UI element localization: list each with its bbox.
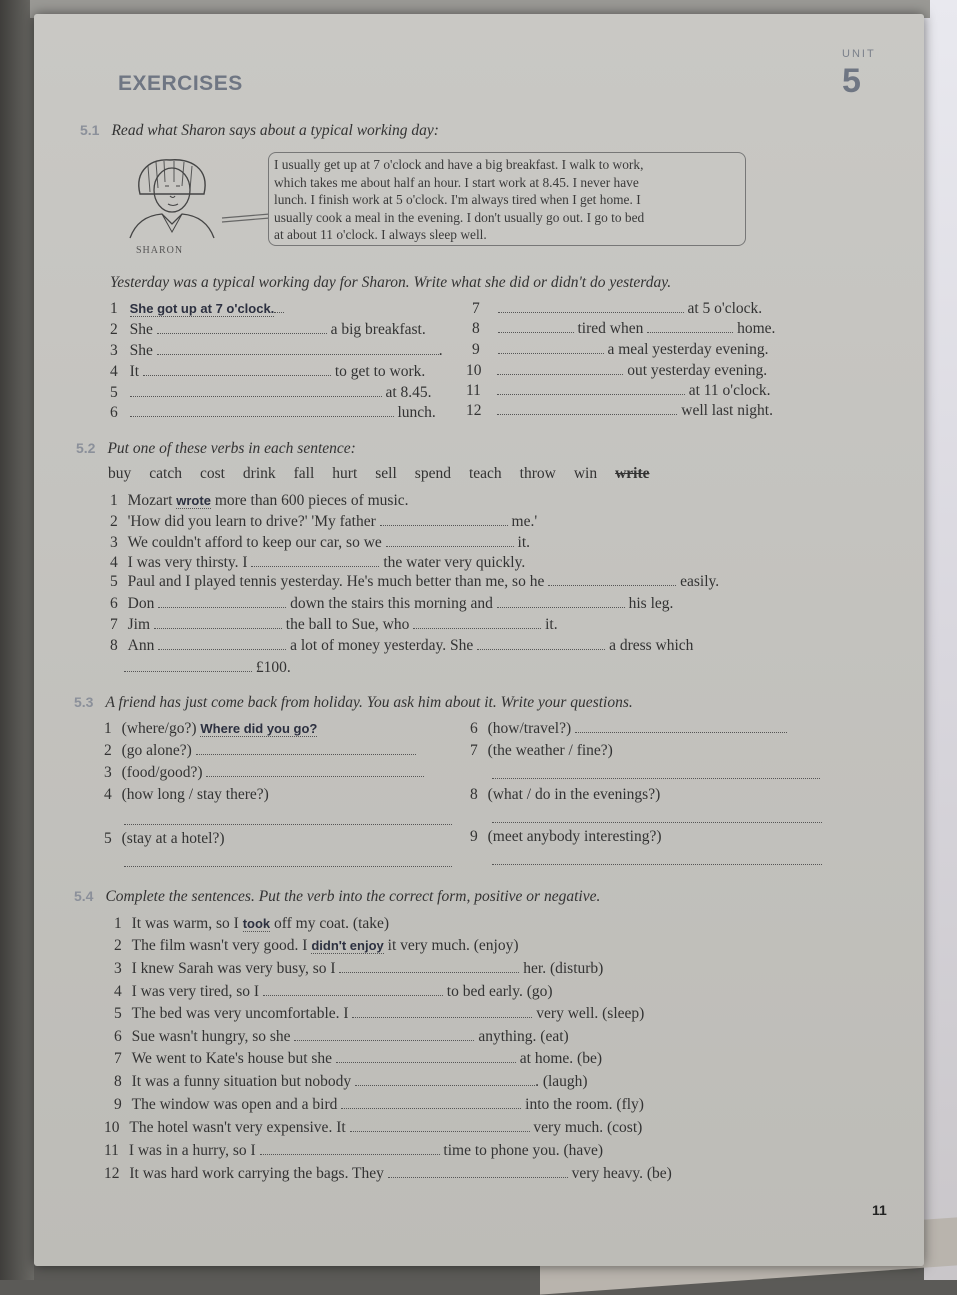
item-text: The film wasn't very good. I xyxy=(131,937,308,954)
item-text: the water very quickly. xyxy=(383,554,526,571)
verb-item: cost xyxy=(199,465,225,482)
question-item xyxy=(104,742,416,760)
exercise-item xyxy=(110,637,693,655)
item-text: It was warm, so I xyxy=(131,915,239,932)
item-number: 5 xyxy=(114,1005,122,1022)
verb-item: catch xyxy=(149,465,182,482)
item-text: I was very thirsty. I xyxy=(127,554,248,571)
quote-line: usually cook a meal in the evening. I don't usually go out. I go to bed xyxy=(274,209,645,225)
item-text: It was a funny situation but nobody xyxy=(131,1073,352,1090)
answer-blank[interactable] xyxy=(497,402,677,415)
answer-blank[interactable] xyxy=(498,320,574,333)
item-text: at 5 o'clock. xyxy=(687,300,763,317)
exercise-item xyxy=(114,1050,602,1068)
exercise-item xyxy=(110,300,284,318)
exercise-item xyxy=(472,341,768,359)
item-number: 1 xyxy=(110,492,118,509)
exercise-item xyxy=(104,1119,642,1137)
item-text: Sue wasn't hungry, so she xyxy=(131,1028,291,1045)
question-item xyxy=(104,786,269,804)
exercise-item xyxy=(472,320,775,338)
item-number: 8 xyxy=(110,637,118,654)
item-number: 4 xyxy=(110,363,118,380)
answer-blank[interactable] xyxy=(413,616,541,629)
item-text: me.' xyxy=(511,513,538,530)
answer-blank[interactable] xyxy=(575,720,787,733)
exercise-number: 5.4 xyxy=(74,888,94,904)
page-number: 11 xyxy=(872,1202,887,1218)
answer-blank[interactable] xyxy=(260,1142,440,1155)
item-text: I was in a hurry, so I xyxy=(128,1142,256,1159)
item-text: a lot of money yesterday. She xyxy=(290,637,474,654)
exercise-5-4-header xyxy=(74,888,600,906)
item-text: The hotel wasn't very expensive. It xyxy=(129,1119,346,1136)
answer-blank[interactable] xyxy=(158,595,286,608)
verb-item: win xyxy=(573,465,598,482)
item-text: to bed early. (go) xyxy=(446,983,553,1000)
item-text: very well. (sleep) xyxy=(536,1005,645,1022)
exercise-item xyxy=(114,983,553,1001)
exercise-item xyxy=(114,937,519,955)
answer-blank[interactable] xyxy=(350,1119,530,1132)
answer-blank[interactable] xyxy=(355,1073,535,1086)
answer-blank[interactable] xyxy=(647,320,733,333)
item-text: home. xyxy=(737,320,776,337)
exercise-item xyxy=(104,1142,603,1160)
item-text: 'How did you learn to drive?' 'My father xyxy=(127,513,376,530)
verb-item: spend xyxy=(414,465,451,482)
answer-blank[interactable] xyxy=(206,764,424,777)
item-text: lunch. xyxy=(397,404,436,421)
item-text: a big breakfast. xyxy=(330,321,426,338)
answer-blank[interactable] xyxy=(130,384,382,397)
verb-item: throw xyxy=(519,465,556,482)
question-item xyxy=(104,830,224,848)
exercise-item xyxy=(110,534,530,552)
exercise-item xyxy=(114,1005,644,1023)
question-item xyxy=(104,764,424,782)
item-text: We couldn't afford to keep our car, so we xyxy=(127,534,382,551)
item-text: it. xyxy=(545,616,558,633)
item-number: 1 xyxy=(104,720,112,737)
verb-item: buy xyxy=(108,465,132,482)
handwritten-answer[interactable]: took xyxy=(242,916,271,931)
answer-blank[interactable] xyxy=(339,960,519,973)
exercise-5-1-header xyxy=(80,122,439,140)
item-number: 6 xyxy=(114,1028,122,1045)
crossed-out-verb: write xyxy=(615,465,650,482)
exercise-item xyxy=(110,384,432,402)
item-text: it very much. (enjoy) xyxy=(387,937,519,954)
item-text: out yesterday evening. xyxy=(627,362,768,379)
answer-blank[interactable] xyxy=(352,1005,532,1018)
item-number: 10 xyxy=(466,362,482,379)
verb-list xyxy=(108,465,664,483)
answer-blank[interactable] xyxy=(380,513,508,526)
exercise-item xyxy=(110,342,443,360)
handwritten-answer[interactable]: She got up at 7 o'clock. xyxy=(129,301,275,316)
exercise-item xyxy=(466,362,767,380)
answer-blank[interactable] xyxy=(274,300,284,313)
exercise-item xyxy=(114,1073,588,1091)
item-number: 3 xyxy=(110,342,118,359)
exercise-item xyxy=(114,915,389,933)
item-number: 10 xyxy=(104,1119,120,1136)
item-number: 7 xyxy=(110,616,118,633)
question-prompt: (how/travel?) xyxy=(487,720,572,737)
answer-blank[interactable] xyxy=(196,742,416,755)
exercise-item xyxy=(114,1028,569,1046)
answer-blank[interactable] xyxy=(497,595,625,608)
exercise-item-continuation xyxy=(124,659,291,677)
exercise-5-2-header xyxy=(76,440,356,458)
item-text: £100. xyxy=(255,659,291,676)
item-text: it. xyxy=(517,534,531,551)
answer-blank[interactable] xyxy=(124,812,452,825)
item-text: It xyxy=(129,363,140,380)
exercise-task: Yesterday was a typical working day for Sharon. Write what she did or didn't do yesterday. xyxy=(110,274,672,291)
item-text: It was hard work carrying the bags. They xyxy=(129,1165,384,1182)
exercise-instruction: A friend has just come back from holiday. You ask him about it. Write your questions. xyxy=(105,694,633,711)
item-number: 4 xyxy=(110,554,118,571)
sharon-quote xyxy=(274,156,740,244)
handwritten-answer[interactable]: didn't enjoy xyxy=(311,938,384,953)
answer-blank[interactable] xyxy=(492,852,822,865)
item-number: 6 xyxy=(470,720,478,737)
verb-item: teach xyxy=(468,465,502,482)
answer-blank[interactable] xyxy=(154,616,282,629)
question-prompt: (the weather / fine?) xyxy=(487,742,613,759)
item-number: 3 xyxy=(110,534,118,551)
handwritten-answer[interactable]: wrote xyxy=(176,493,211,508)
item-text: very much. (cost) xyxy=(533,1119,643,1136)
item-number: 9 xyxy=(114,1096,122,1113)
quote-line: at about 11 o'clock. I always sleep well. xyxy=(274,227,487,243)
item-text: off my coat. (take) xyxy=(274,915,390,932)
item-text: at 8.45. xyxy=(385,384,432,401)
exercise-item xyxy=(110,513,537,531)
item-text: well last night. xyxy=(681,402,773,419)
exercise-instruction: Complete the sentences. Put the verb into the correct form, positive or negative. xyxy=(105,888,601,905)
item-text: her. (disturb) xyxy=(523,960,604,977)
answer-blank[interactable] xyxy=(130,404,394,417)
quote-line: which takes me about half an hour. I start work at 8.45. I never have xyxy=(274,174,639,190)
item-text: into the room. (fly) xyxy=(525,1096,644,1113)
question-item xyxy=(470,786,660,804)
item-number: 7 xyxy=(470,742,478,759)
item-number: 6 xyxy=(110,595,118,612)
answer-blank[interactable] xyxy=(143,363,331,376)
question-prompt: (go alone?) xyxy=(121,742,192,759)
item-number: 11 xyxy=(466,382,481,399)
item-text: She xyxy=(129,321,153,338)
exercise-instruction: Put one of these verbs in each sentence: xyxy=(107,440,356,457)
item-text: at home. (be) xyxy=(519,1050,602,1067)
item-number: 2 xyxy=(104,742,112,759)
item-text: . (laugh) xyxy=(535,1073,588,1090)
exercise-number: 5.2 xyxy=(76,440,96,456)
answer-blank[interactable] xyxy=(157,321,327,334)
item-text: I was very tired, so I xyxy=(131,983,260,1000)
item-text: Ann xyxy=(127,637,155,654)
item-text: his leg. xyxy=(628,595,674,612)
item-text: Don xyxy=(127,595,155,612)
exercise-item xyxy=(110,573,719,591)
exercise-number: 5.3 xyxy=(74,694,94,710)
item-text: time to phone you. (have) xyxy=(443,1142,604,1159)
quote-line: lunch. I finish work at 5 o'clock. I'm always tired when I get home. I xyxy=(274,192,641,208)
exercise-item xyxy=(110,321,426,339)
item-text: more than 600 pieces of music. xyxy=(214,492,409,509)
item-number: 2 xyxy=(110,321,118,338)
exercise-item xyxy=(110,363,425,381)
item-number: 8 xyxy=(114,1073,122,1090)
item-number: 4 xyxy=(114,983,122,1000)
answer-blank[interactable] xyxy=(336,1050,516,1063)
exercise-number: 5.1 xyxy=(80,122,100,138)
item-text: Jim xyxy=(127,616,151,633)
item-number: 8 xyxy=(472,320,480,337)
item-text: The bed was very uncomfortable. I xyxy=(131,1005,349,1022)
exercise-item xyxy=(466,382,771,400)
item-text: at 11 o'clock. xyxy=(688,382,771,399)
item-number: 2 xyxy=(110,513,118,530)
item-number: 4 xyxy=(104,786,112,803)
answer-blank[interactable] xyxy=(158,637,286,650)
verb-item: hurt xyxy=(332,465,358,482)
question-prompt: (where/go?) xyxy=(121,720,197,737)
verb-item: sell xyxy=(375,465,397,482)
item-number: 5 xyxy=(104,830,112,847)
answer-blank[interactable] xyxy=(388,1165,568,1178)
answer-blank[interactable] xyxy=(497,362,623,375)
exercise-item xyxy=(472,300,762,318)
quote-line: I usually get up at 7 o'clock and have a big breakfast. I walk to work, xyxy=(274,157,644,172)
answer-blank[interactable] xyxy=(498,300,684,313)
item-text: a dress which xyxy=(609,637,694,654)
answer-blank[interactable] xyxy=(497,382,685,395)
question-prompt: (meet anybody interesting?) xyxy=(487,828,662,845)
item-text: easily. xyxy=(680,573,720,590)
unit-label: UNIT xyxy=(842,48,876,60)
item-number: 1 xyxy=(110,300,118,317)
item-text: Mozart xyxy=(127,492,173,509)
item-number: 11 xyxy=(104,1142,119,1159)
answer-blank[interactable] xyxy=(386,534,514,547)
item-number: 2 xyxy=(114,937,122,954)
exercise-item xyxy=(110,404,436,422)
item-text: down the stairs this morning and xyxy=(290,595,493,612)
portrait-label: SHARON xyxy=(136,245,184,256)
question-item xyxy=(470,828,662,846)
item-text: a meal yesterday evening. xyxy=(607,341,769,358)
sharon-portrait-illustration xyxy=(118,152,278,242)
item-number: 9 xyxy=(470,828,478,845)
item-number: 3 xyxy=(104,764,112,781)
answer-blank[interactable] xyxy=(263,983,443,996)
item-number: 12 xyxy=(104,1165,120,1182)
exercise-item xyxy=(110,616,558,634)
item-number: 7 xyxy=(114,1050,122,1067)
handwritten-answer[interactable]: Where did you go? xyxy=(200,721,318,736)
item-text: . xyxy=(438,342,443,359)
item-number: 6 xyxy=(110,404,118,421)
verb-item: drink xyxy=(242,465,276,482)
item-number: 1 xyxy=(114,915,122,932)
item-number: 3 xyxy=(114,960,122,977)
item-text: The window was open and a bird xyxy=(131,1096,338,1113)
exercise-item xyxy=(104,1165,672,1183)
question-item xyxy=(470,742,613,760)
item-text: very heavy. (be) xyxy=(571,1165,672,1182)
answer-blank[interactable] xyxy=(294,1028,474,1041)
unit-number: 5 xyxy=(842,62,861,100)
question-item xyxy=(470,720,787,738)
exercise-item xyxy=(110,595,673,613)
question-prompt: (stay at a hotel?) xyxy=(121,830,225,847)
exercise-item xyxy=(110,492,409,510)
answer-blank[interactable] xyxy=(477,637,605,650)
item-number: 5 xyxy=(110,573,118,590)
answer-blank[interactable] xyxy=(251,554,379,567)
question-item xyxy=(104,720,317,738)
question-prompt: (food/good?) xyxy=(121,764,203,781)
exercise-instruction: Read what Sharon says about a typical working day: xyxy=(111,122,439,139)
item-text: the ball to Sue, who xyxy=(285,616,410,633)
answer-blank[interactable] xyxy=(124,854,452,867)
item-number: 7 xyxy=(472,300,480,317)
answer-blank[interactable] xyxy=(498,341,604,354)
answer-blank[interactable] xyxy=(157,342,439,355)
item-number: 12 xyxy=(466,402,482,419)
item-number: 8 xyxy=(470,786,478,803)
item-text: to get to work. xyxy=(334,363,426,380)
answer-blank[interactable] xyxy=(548,573,676,586)
item-number: 5 xyxy=(110,384,118,401)
item-text: We went to Kate's house but she xyxy=(131,1050,333,1067)
exercise-item xyxy=(114,1096,644,1114)
section-title: EXERCISES xyxy=(118,72,243,95)
item-number: 9 xyxy=(472,341,480,358)
answer-blank[interactable] xyxy=(492,766,820,779)
answer-blank[interactable] xyxy=(341,1096,521,1109)
item-text: anything. (eat) xyxy=(478,1028,569,1045)
question-prompt: (how long / stay there?) xyxy=(121,786,269,803)
item-text: tired when xyxy=(577,320,644,337)
verb-item: fall xyxy=(293,465,315,482)
item-text: She xyxy=(129,342,153,359)
exercise-item xyxy=(110,554,525,572)
question-prompt: (what / do in the evenings?) xyxy=(487,786,661,803)
exercise-item xyxy=(466,402,773,420)
exercise-item xyxy=(114,960,603,978)
item-text: Paul and I played tennis yesterday. He's much better than me, so he xyxy=(127,573,545,590)
exercise-5-3-header xyxy=(74,694,633,712)
item-text: I knew Sarah was very busy, so I xyxy=(131,960,336,977)
answer-blank[interactable] xyxy=(124,659,252,672)
answer-blank[interactable] xyxy=(492,810,822,823)
